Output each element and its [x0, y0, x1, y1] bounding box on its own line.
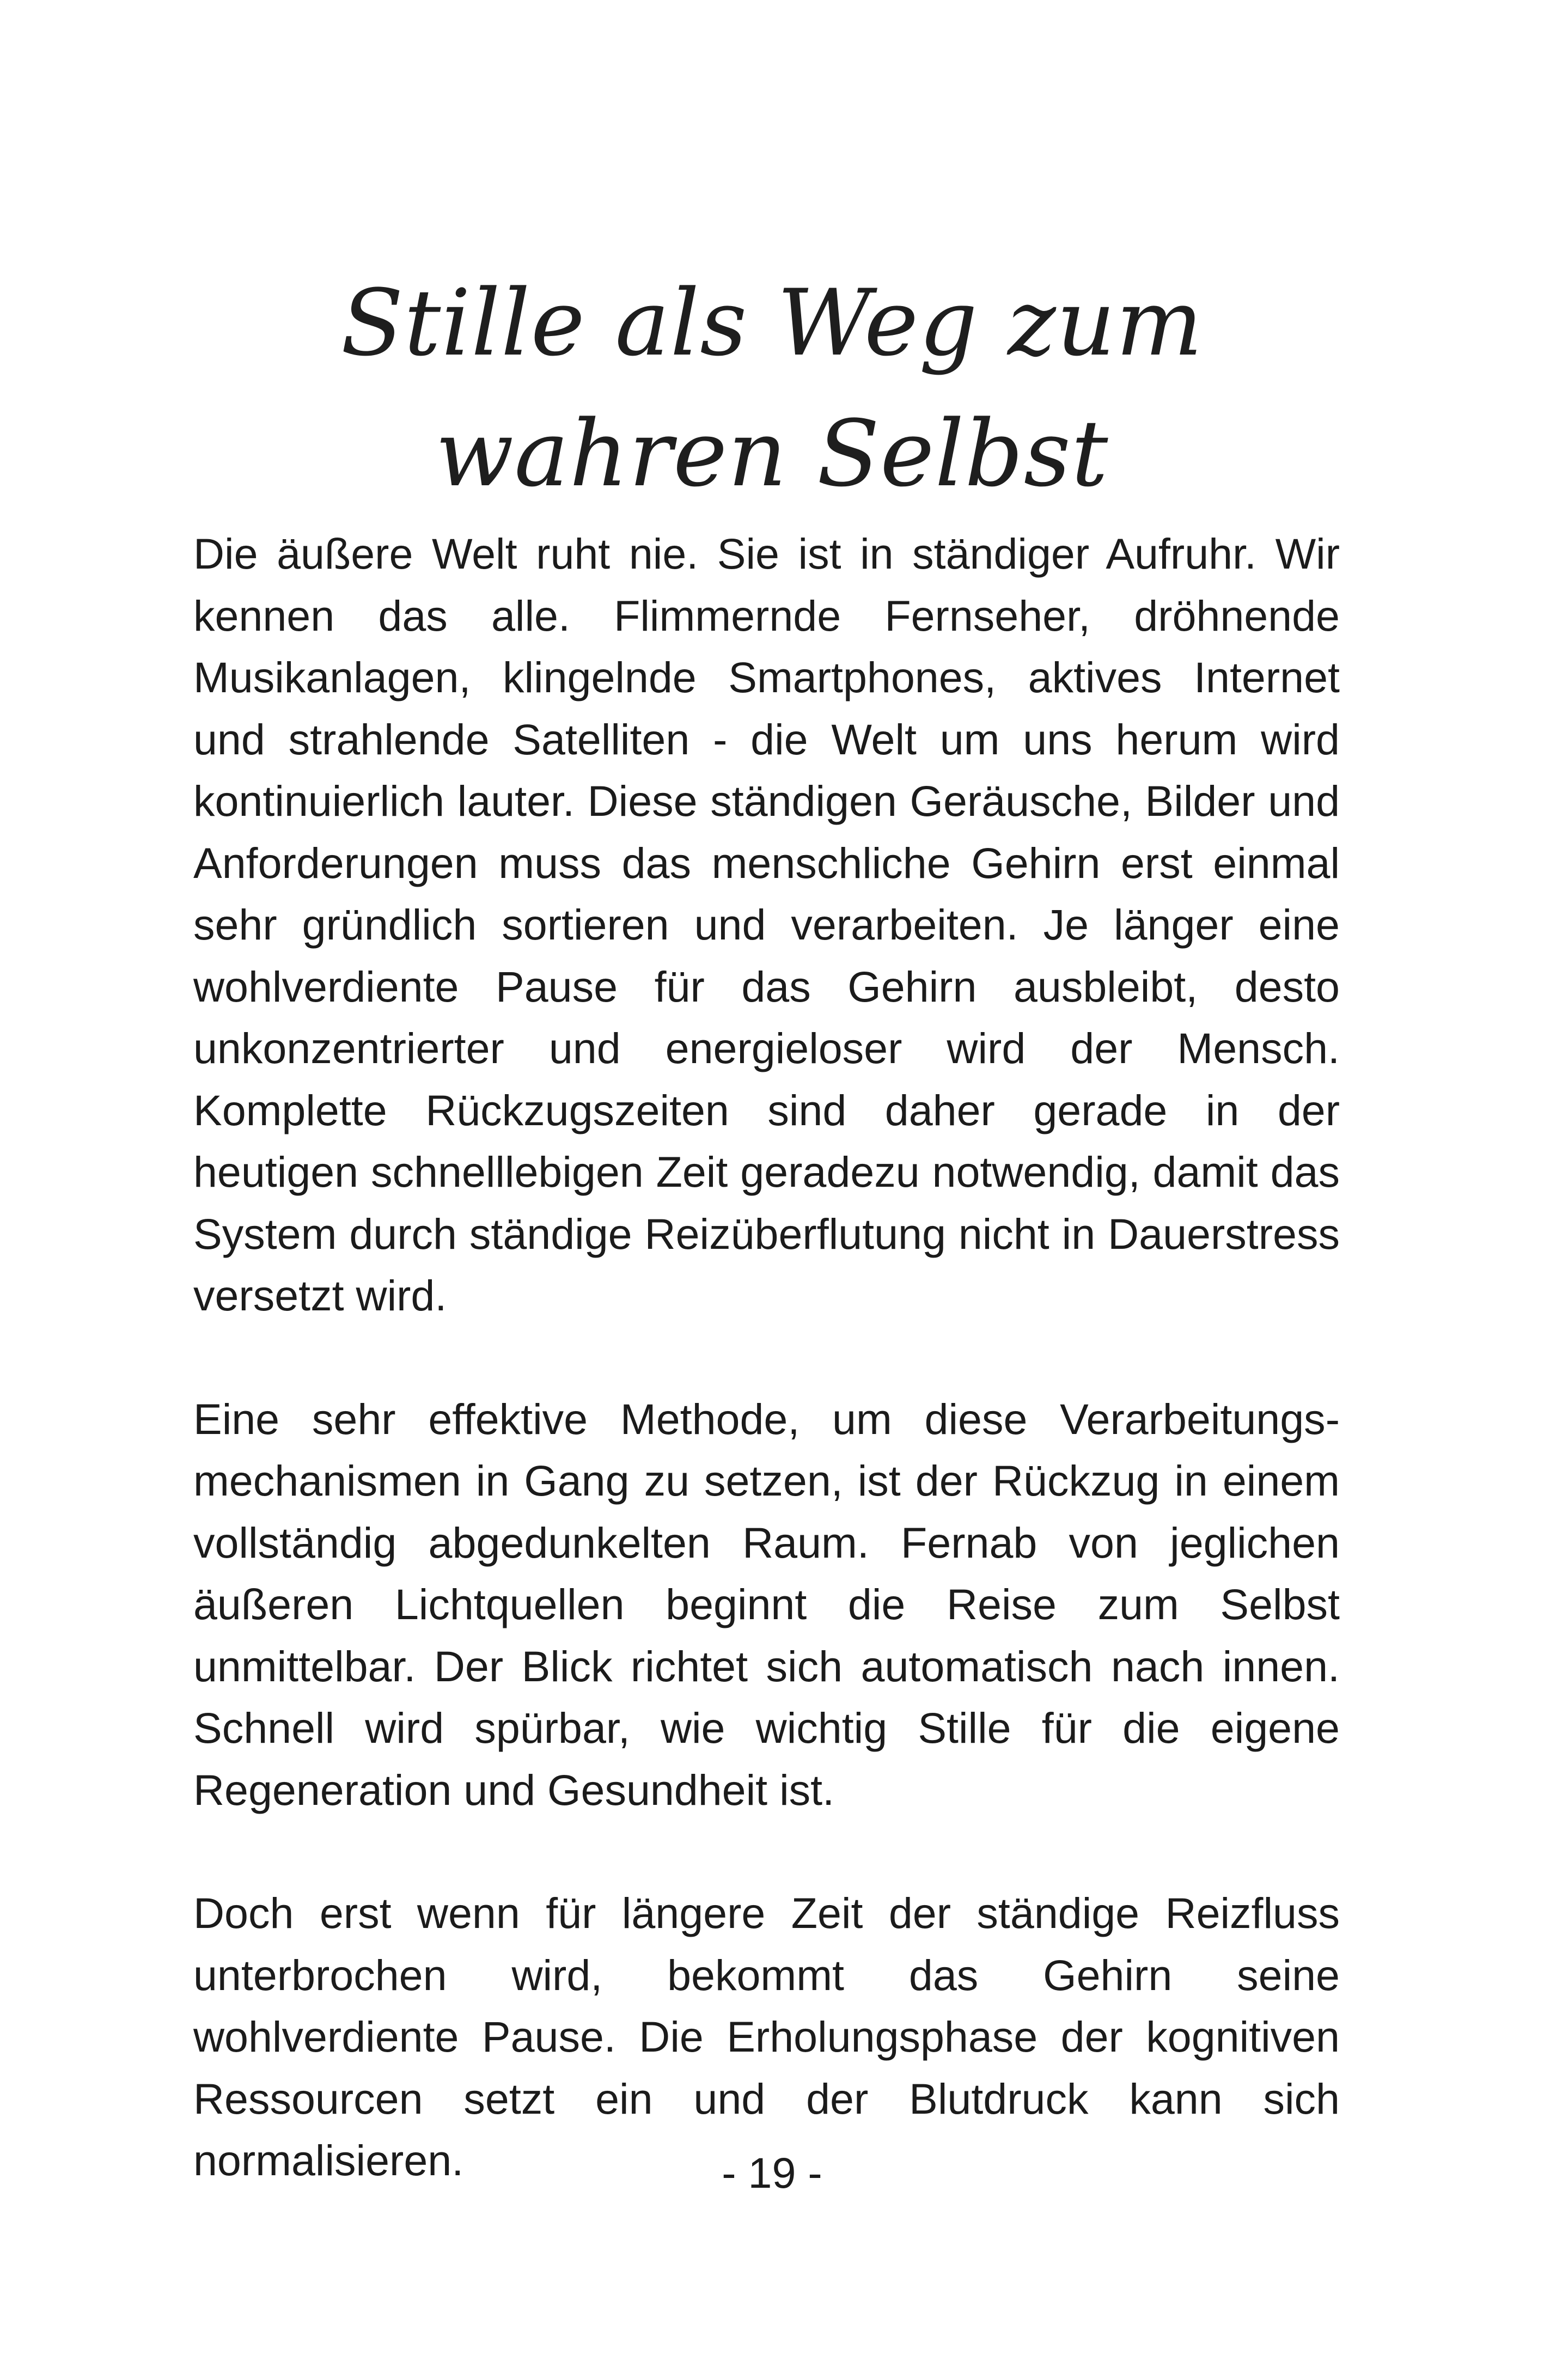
paragraph-2: Eine sehr effektive Methode, um diese Verarbeitungsmechanismen in Gang zu setzen, ist der Rückzug in einem vollständig abgedunkelten Raum. Fernab von jeglichen äußeren Lichtquellen beginnt die Reise zum Selbst unmittelbar. Der Blick richtet sich automatisch nach innen. Schnell wird spürbar, wie wichtig Stille für die eigene Regeneration und Gesundheit ist. — [193, 1394, 1340, 1814]
paragraph-1: Die äußere Welt ruht nie. Sie ist in ständiger Aufruhr. Wir kennen das alle. Flimmernde Fernseher, dröhnende Musikanlagen, klingelnde Smartphones, aktives Internet und strahlende Satelliten - die Welt um uns herum wird kontinuierlich lauter. Diese ständigen Geräusche, Bilder und Anforderungen muss das menschliche Gehirn erst einmal sehr gründlich sortieren und verarbeiten. Je länger eine wohlverdiente Pause für das Gehirn ausbleibt, desto unkonzentrierter und energieloser wird der Mensch. Komplette Rückzugszeiten sind daher gerade in der heutigen schnelllebigen Zeit geradezu notwendig, damit das System durch ständige Reizüberflutung nicht in Dauerstress versetzt wird. — [193, 529, 1340, 1320]
chapter-title-line-1: Stille als Weg zum — [340, 269, 1204, 376]
paragraph-3: Doch erst wenn für längere Zeit der ständige Reizfluss unterbrochen wird, bekommt das Gehirn seine wohlverdiente Pause. Die Erholungsphase der kognitiven Ressourcen setzt ein und der Blutdruck kann sich normalisieren. — [193, 1889, 1340, 2184]
paragraph-spacer — [193, 1821, 1340, 1882]
chapter-title — [163, 258, 1381, 519]
chapter-title-line-2: wahren Selbst — [435, 400, 1109, 507]
page-number: - 19 - — [722, 2149, 822, 2197]
body-text — [193, 523, 1340, 2192]
paragraph-spacer — [193, 1327, 1340, 1388]
